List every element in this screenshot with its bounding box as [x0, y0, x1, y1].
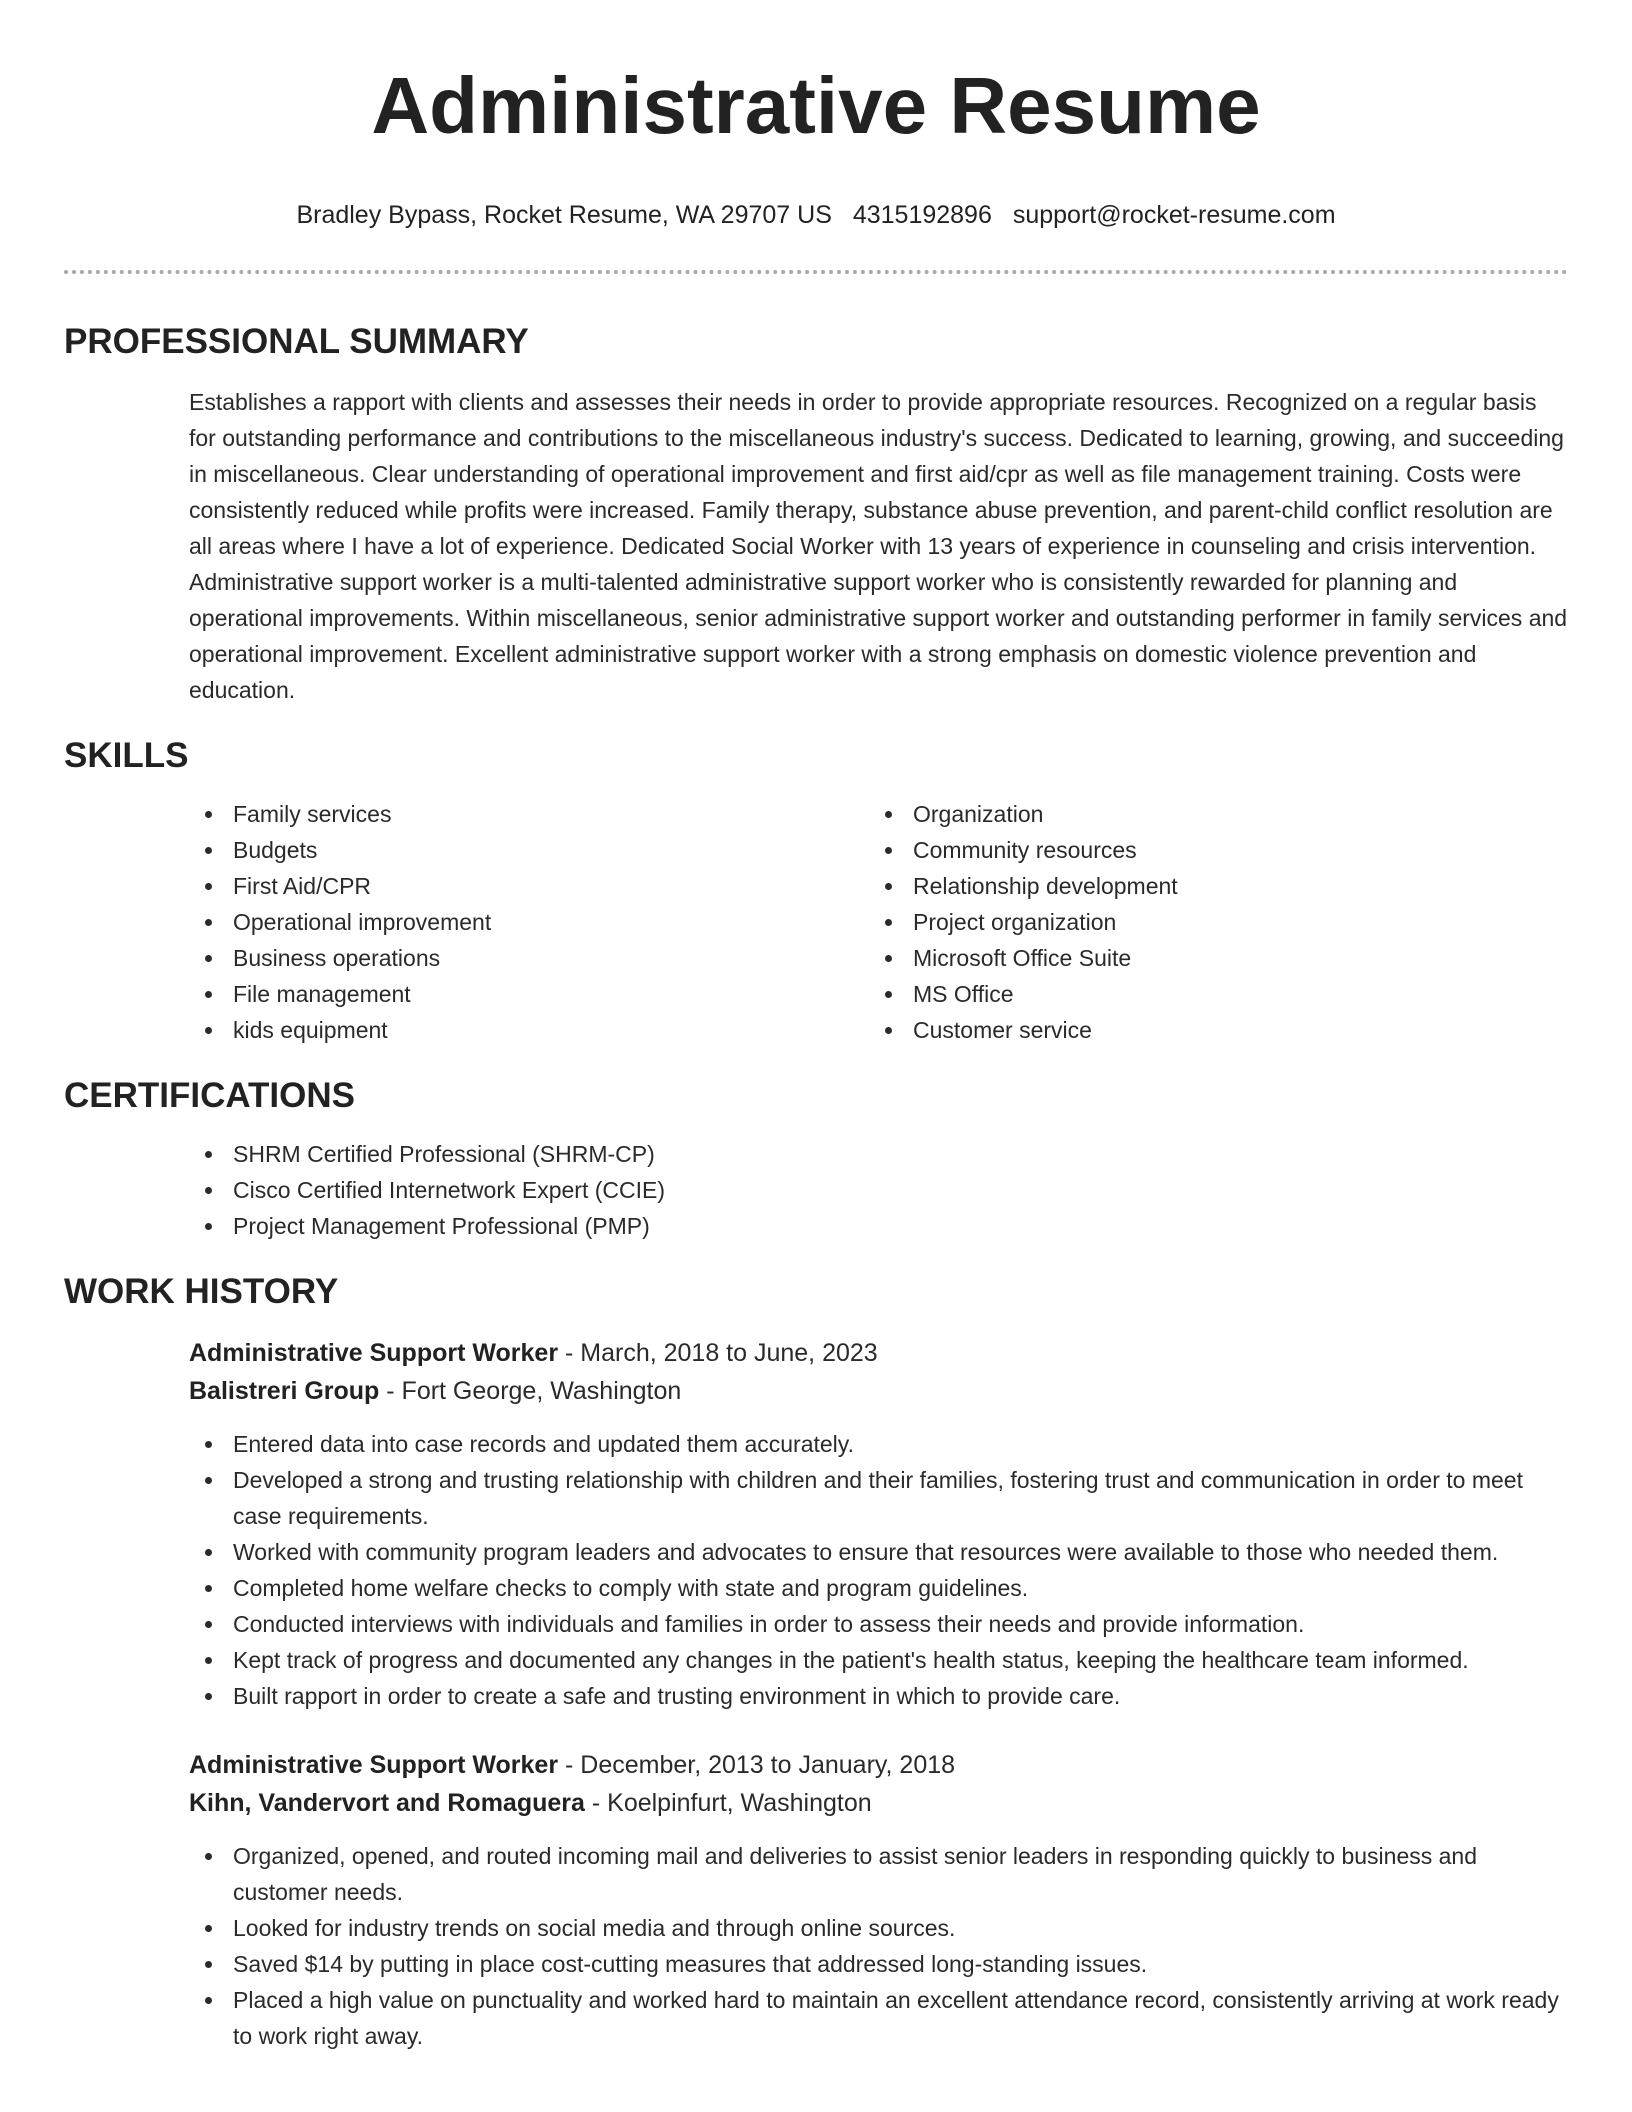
job-duty: Entered data into case records and updated them accurately.: [189, 1426, 1568, 1462]
contact-address: Bradley Bypass, Rocket Resume, WA 29707 US: [296, 201, 832, 229]
skill-item: MS Office: [869, 976, 1549, 1012]
resume-title: Administrative Resume: [371, 61, 1261, 150]
skill-item: kids equipment: [189, 1012, 869, 1048]
job-company-line: [189, 1784, 1568, 1822]
job-company-line: [189, 1372, 1568, 1410]
skill-item: Business operations: [189, 940, 869, 976]
skill-item: Customer service: [869, 1012, 1549, 1048]
skills-list: [189, 796, 1632, 1048]
job-entry: [189, 1746, 1568, 2054]
job-entry: [189, 1334, 1568, 1714]
certifications-list: [189, 1136, 1632, 1244]
job-dates: - December, 2013 to January, 2018: [558, 1751, 956, 1779]
job-title-line: [189, 1334, 1568, 1372]
job-duties: [189, 1426, 1568, 1714]
contact-email: support@rocket-resume.com: [1012, 201, 1336, 229]
job-duty: Looked for industry trends on social media and through online sources.: [189, 1910, 1568, 1946]
job-duty: Placed a high value on punctuality and worked hard to maintain an excellent attendance record, consistently arriving at work ready to work right away.: [189, 1982, 1568, 2054]
job-title: Administrative Support Worker: [189, 1339, 559, 1367]
work-history-heading: WORK HISTORY: [64, 1272, 339, 1311]
skill-item: Budgets: [189, 832, 869, 868]
job-duty: Worked with community program leaders and advocates to ensure that resources were available to those who needed them.: [189, 1534, 1568, 1570]
job-duty: Developed a strong and trusting relationship with children and their families, fostering trust and communication in order to meet case requirements.: [189, 1462, 1568, 1534]
job-duty: Saved $14 by putting in place cost-cutting measures that addressed long-standing issues.: [189, 1946, 1568, 1982]
skill-item: Relationship development: [869, 868, 1549, 904]
skills-heading: SKILLS: [64, 736, 189, 775]
summary-heading: PROFESSIONAL SUMMARY: [64, 322, 529, 361]
job-duty: Organized, opened, and routed incoming mail and deliveries to assist senior leaders in responding quickly to business and customer needs.: [189, 1838, 1568, 1910]
job-location: - Fort George, Washington: [379, 1377, 682, 1405]
job-duty: Completed home welfare checks to comply with state and program guidelines.: [189, 1570, 1568, 1606]
certification-item: SHRM Certified Professional (SHRM-CP): [189, 1136, 1632, 1172]
header-divider: [64, 270, 1568, 274]
job-title: Administrative Support Worker: [189, 1751, 559, 1779]
certification-item: Project Management Professional (PMP): [189, 1208, 1632, 1244]
contact-phone: 4315192896: [852, 201, 992, 229]
contact-line: [0, 198, 1632, 232]
skills-column-left: [189, 796, 869, 1048]
job-company: Kihn, Vandervort and Romaguera: [189, 1789, 585, 1817]
skills-column-right: [869, 796, 1549, 1048]
skill-item: Microsoft Office Suite: [869, 940, 1549, 976]
skill-item: Family services: [189, 796, 869, 832]
certifications-heading: CERTIFICATIONS: [64, 1076, 356, 1115]
skill-item: Project organization: [869, 904, 1549, 940]
job-title-line: [189, 1746, 1568, 1784]
certification-item: Cisco Certified Internetwork Expert (CCIE): [189, 1172, 1632, 1208]
skill-item: First Aid/CPR: [189, 868, 869, 904]
skill-item: Organization: [869, 796, 1549, 832]
job-dates: - March, 2018 to June, 2023: [558, 1339, 878, 1367]
job-duty: Built rapport in order to create a safe and trusting environment in which to provide care.: [189, 1678, 1568, 1714]
job-duties: [189, 1838, 1568, 2054]
skill-item: File management: [189, 976, 869, 1012]
job-company: Balistreri Group: [189, 1377, 380, 1405]
job-duty: Conducted interviews with individuals and families in order to assess their needs and provide information.: [189, 1606, 1568, 1642]
summary-text: Establishes a rapport with clients and assesses their needs in order to provide appropriate resources. Recognized on a regular basis for outstanding performance and contributions to the miscellaneous industry's success. Dedicated to learning, growing, and succeeding in miscellaneous. Clear understanding of operational improvement and first aid/cpr as well as file management training. Costs were consistently reduced while profits were increased. Family therapy, substance abuse prevention, and parent-child conflict resolution are all areas where I have a lot of experience. Dedicated Social Worker with 13 years of experience in counseling and crisis intervention. Administrative support worker is a multi-talented administrative support worker who is consistently rewarded for planning and operational improvements. Within miscellaneous, senior administrative support worker and outstanding performer in family services and operational improvement. Excellent administrative support worker with a strong emphasis on domestic violence prevention and education.: [189, 389, 1568, 703]
skill-item: Operational improvement: [189, 904, 869, 940]
job-location: - Koelpinfurt, Washington: [584, 1789, 872, 1817]
job-duty: Kept track of progress and documented any changes in the patient's health status, keeping the healthcare team informed.: [189, 1642, 1568, 1678]
skill-item: Community resources: [869, 832, 1549, 868]
